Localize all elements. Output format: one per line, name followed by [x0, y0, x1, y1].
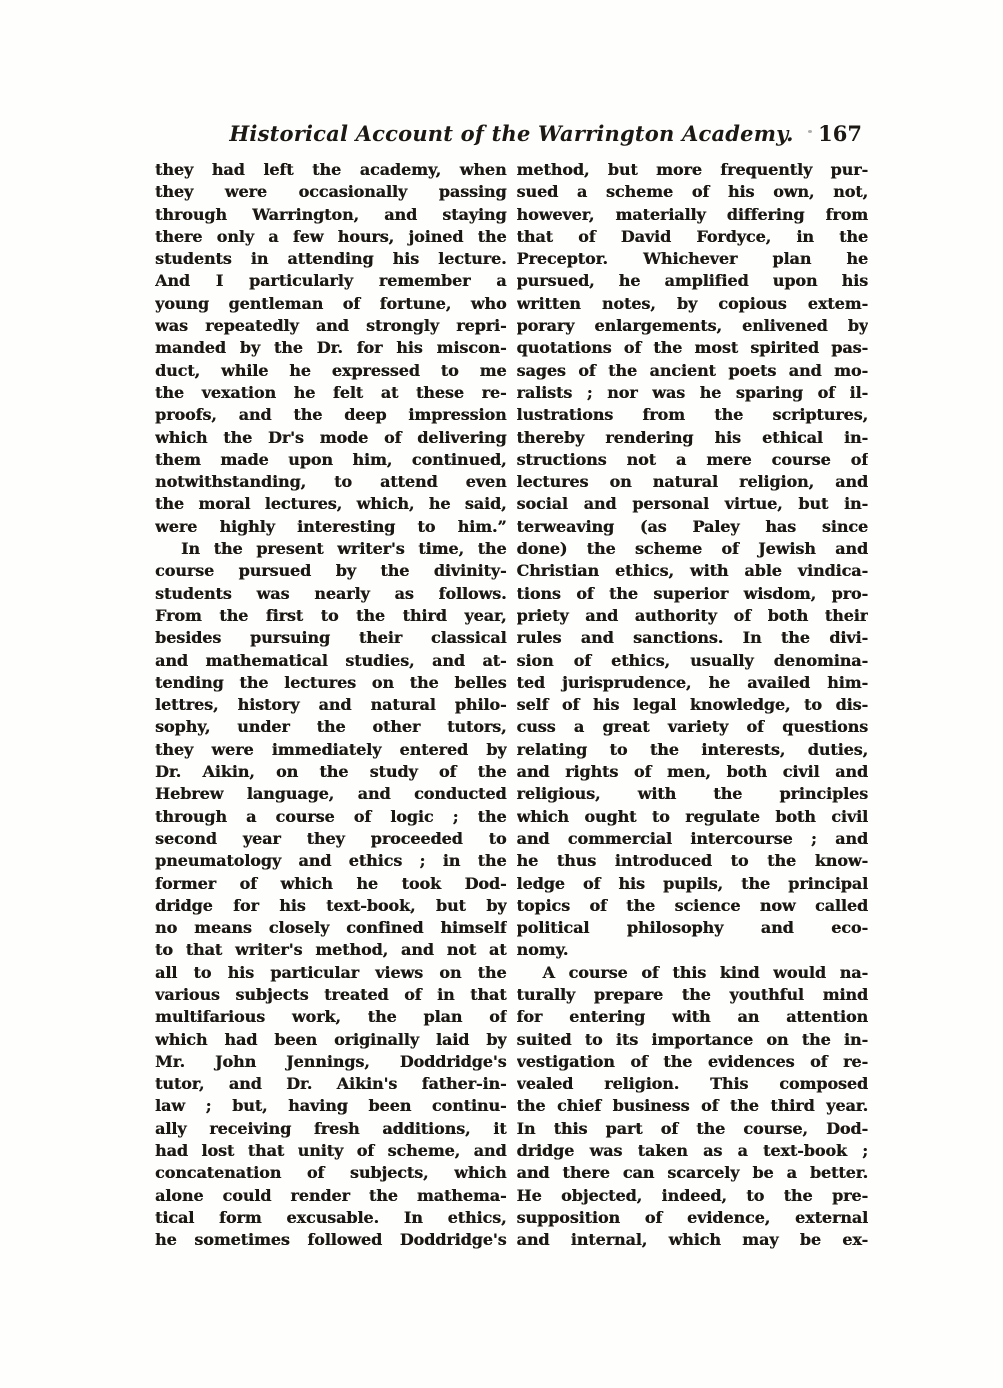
text-line: and mathematical studies, and at- — [155, 650, 507, 670]
text-line: ally receiving fresh additions, it — [155, 1118, 507, 1138]
text-line: He objected, indeed, to the pre- — [516, 1185, 868, 1205]
text-line: In this part of the course, Dod- — [516, 1118, 868, 1138]
page-number: 167 — [818, 121, 862, 146]
text-line: and internal, which may be ex- — [516, 1230, 868, 1250]
text-line: the moral lectures, which, he said, — [155, 494, 507, 514]
text-line: the vexation he felt at these re- — [155, 382, 507, 402]
text-line: he thus introduced to the know- — [516, 851, 868, 871]
text-line: porary enlargements, enlivened by — [516, 316, 868, 336]
text-line: manded by the Dr. for his miscon- — [155, 338, 507, 358]
text-line: they were occasionally passing — [155, 182, 507, 202]
text-line: ted jurisprudence, he availed him- — [516, 672, 868, 692]
text-line: and rights of men, both civil and — [516, 762, 868, 782]
text-line: From the first to the third year, — [155, 605, 507, 625]
text-line: all to his particular views on the — [155, 962, 507, 982]
text-line: which the Dr's mode of delivering — [155, 427, 507, 447]
text-line: dridge was taken as a text-book ; — [516, 1141, 868, 1161]
text-line: written notes, by copious extem- — [516, 293, 868, 313]
text-line: priety and authority of both their — [516, 605, 868, 625]
text-line: thereby rendering his ethical in- — [516, 427, 868, 447]
text-line: sages of the ancient poets and mo- — [516, 360, 868, 380]
text-line: lectures on natural religion, and — [516, 472, 868, 492]
text-line: sued a scheme of his own, not, — [516, 182, 868, 202]
text-line: besides pursuing their classical — [155, 628, 507, 648]
text-line: A course of this kind would na- — [542, 962, 868, 982]
text-line: young gentleman of fortune, who — [155, 293, 507, 313]
text-line: tical form excusable. In ethics, — [155, 1207, 507, 1227]
text-line: self of his legal knowledge, to dis- — [516, 695, 868, 715]
text-line: Hebrew language, and conducted — [155, 784, 507, 804]
text-line: course pursued by the divinity- — [155, 561, 507, 581]
text-line: In the present writer's time, the — [181, 539, 507, 559]
text-line: pneumatology and ethics ; in the — [155, 851, 507, 871]
text-line: lustrations from the scriptures, — [516, 405, 868, 425]
scan-speck — [808, 130, 812, 133]
text-line: quotations of the most spirited pas- — [516, 338, 868, 358]
text-line: proofs, and the deep impression — [155, 405, 507, 425]
text-line: to that writer's method, and not at — [155, 940, 507, 960]
text-line: ledge of his pupils, the principal — [516, 873, 868, 893]
text-line: relating to the interests, duties, — [516, 739, 868, 759]
text-line: there only a few hours, joined the — [155, 226, 507, 246]
text-line: religious, with the principles — [516, 784, 868, 804]
text-line: supposition of evidence, external — [516, 1207, 868, 1227]
text-line: that of David Fordyce, in the — [516, 226, 868, 246]
text-line: political philosophy and eco- — [516, 918, 868, 938]
text-line: dridge for his text-book, but by — [155, 895, 507, 915]
text-line: Dr. Aikin, on the study of the — [155, 762, 507, 782]
text-line: terweaving (as Paley has since — [516, 516, 868, 536]
text-line: Preceptor. Whichever plan he — [516, 249, 868, 269]
text-line: tutor, and Dr. Aikin's father-in- — [155, 1074, 507, 1094]
text-line: sophy, under the other tutors, — [155, 717, 507, 737]
text-line: no means closely confined himself — [155, 918, 507, 938]
running-head-title: Historical Account of the Warrington Academy. — [229, 121, 794, 146]
text-line: lettres, history and natural philo- — [155, 695, 507, 715]
left-column — [155, 159, 507, 1252]
text-line: Christian ethics, with able vindica- — [516, 561, 868, 581]
running-head — [155, 119, 868, 151]
text-line: nomy. — [516, 940, 569, 960]
text-columns — [155, 159, 868, 1252]
text-line: concatenation of subjects, which — [155, 1163, 507, 1183]
text-line: tending the lectures on the belles — [155, 672, 507, 692]
text-line: had lost that unity of scheme, and — [155, 1141, 507, 1161]
text-line: notwithstanding, to attend even — [155, 472, 507, 492]
text-line: however, materially differing from — [516, 204, 868, 224]
text-line: various subjects treated of in that — [155, 984, 507, 1004]
text-line: ralists ; nor was he sparing of il- — [516, 382, 868, 402]
text-line: and commercial intercourse ; and — [516, 828, 868, 848]
text-line: students in attending his lecture. — [155, 249, 507, 269]
text-line: which had been originally laid by — [155, 1029, 507, 1049]
text-line: he sometimes followed Doddridge's — [155, 1230, 507, 1250]
text-line: method, but more frequently pur- — [516, 160, 868, 179]
text-line: former of which he took Dod- — [155, 873, 507, 893]
text-line: through a course of logic ; the — [155, 806, 507, 826]
text-line: suited to its importance on the in- — [516, 1029, 868, 1049]
text-line: done) the scheme of Jewish and — [516, 539, 868, 559]
text-line: alone could render the mathema- — [155, 1185, 507, 1205]
text-line: structions not a mere course of — [516, 449, 868, 469]
text-line: tions of the superior wisdom, pro- — [516, 583, 868, 603]
text-line: pursued, he amplified upon his — [516, 271, 868, 291]
text-line: through Warrington, and staying — [155, 204, 507, 224]
text-line: vestigation of the evidences of re- — [516, 1051, 868, 1071]
text-line: social and personal virtue, but in- — [516, 494, 868, 514]
text-line: was repeatedly and strongly repri- — [155, 316, 507, 336]
text-line: and there can scarcely be a better. — [516, 1163, 868, 1183]
text-line: rules and sanctions. In the divi- — [516, 628, 868, 648]
text-line: second year they proceeded to — [155, 828, 507, 848]
text-line: sion of ethics, usually denomina- — [516, 650, 868, 670]
text-line: vealed religion. This composed — [516, 1074, 868, 1094]
text-line: duct, while he expressed to me — [155, 360, 507, 380]
text-line: turally prepare the youthful mind — [516, 984, 868, 1004]
text-line: topics of the science now called — [516, 895, 868, 915]
text-line: they had left the academy, when — [155, 160, 507, 179]
text-line: multifarious work, the plan of — [155, 1007, 507, 1027]
text-line: cuss a great variety of questions — [516, 717, 868, 737]
text-line: And I particularly remember a — [155, 271, 507, 291]
text-line: the chief business of the third year. — [516, 1096, 868, 1116]
text-line: for entering with an attention — [516, 1007, 868, 1027]
text-line: law ; but, having been continu- — [155, 1096, 507, 1116]
text-line: them made upon him, continued, — [155, 449, 507, 469]
text-line: were highly interesting to him.” — [155, 516, 507, 536]
text-line: they were immediately entered by — [155, 739, 507, 759]
text-line: students was nearly as follows. — [155, 583, 507, 603]
right-column — [517, 159, 869, 1252]
text-line: Mr. John Jennings, Doddridge's — [155, 1051, 507, 1071]
text-line: which ought to regulate both civil — [516, 806, 868, 826]
